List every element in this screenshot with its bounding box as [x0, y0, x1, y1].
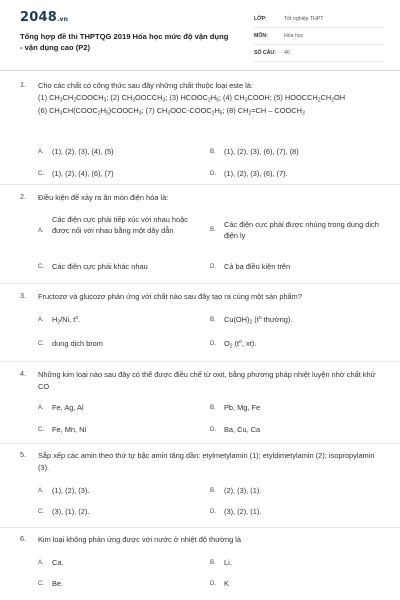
option-d[interactable]: [210, 261, 382, 273]
site-logo[interactable]: [20, 10, 68, 25]
meta-class-label: LỚP:: [254, 16, 267, 22]
option-text: (1), (2), (3), (6), (7).: [224, 169, 288, 178]
question-6: [20, 534, 382, 596]
option-text: dung dịch brom: [52, 339, 103, 348]
option-letter: A.: [38, 488, 44, 494]
option-letter: D.: [210, 581, 216, 587]
option-letter: C.: [38, 171, 44, 177]
option-d[interactable]: [210, 424, 382, 436]
option-text: Các điện cực phải được nhúng trong dung dịch điện ly: [224, 220, 379, 240]
option-letter: B.: [210, 405, 216, 411]
option-d[interactable]: [210, 506, 382, 518]
option-letter: A.: [38, 405, 44, 411]
option-letter: C.: [38, 427, 44, 433]
option-text: Ba, Cu, Ca: [224, 425, 261, 434]
question-text: Cho các chất có công thức sau đây những chất thuộc loại este là: (1) $CH_3CH_2COOCH_3$; (2) $CH_3OOCCH_3$; (3) $HCOOC_2H_5$; (4) $CH_3COOH$; (5) $HOOCCH_2CH_2OH$ (6) $CH_3CH(COOC_2H_5)COOCH_3$; (7) $CH_3OOC-COOC_2H_5$; (8) $CH_2=CH$ – $COOCH_3$: [38, 81, 346, 117]
option-b[interactable]: [210, 146, 382, 158]
option-a[interactable]: [38, 402, 208, 414]
meta-count-value: 40: [284, 50, 290, 56]
option-text: (1), (2), (3), (6), (7), (8): [224, 147, 299, 156]
option-text: (2), (3), (1).: [224, 486, 262, 495]
option-text: (3), (2), (1).: [224, 507, 262, 516]
option-text: $Cu(OH)_2$ ($t^o$ thường).: [224, 315, 293, 326]
option-letter: B.: [210, 560, 216, 566]
question-number: 4.: [20, 369, 26, 378]
option-letter: A.: [38, 317, 44, 323]
question-separator: [0, 527, 400, 528]
option-text: (1), (2), (4), (6), (7): [52, 169, 114, 178]
document-meta: [254, 14, 384, 65]
option-d[interactable]: [210, 168, 382, 180]
option-text: Be.: [52, 579, 64, 588]
question-4: [20, 369, 382, 441]
question-1: [20, 80, 382, 180]
option-letter: D.: [210, 264, 216, 270]
option-b[interactable]: [210, 219, 382, 241]
option-b[interactable]: [210, 402, 382, 414]
meta-class-row: [254, 14, 384, 28]
header-divider: [0, 70, 400, 71]
question-text: Điều kiện để xảy ra ăn mòn điện hóa là:: [38, 193, 169, 202]
option-d[interactable]: [210, 338, 382, 350]
option-text: Fe, Mn, Ni: [52, 425, 87, 434]
question-5: [20, 450, 382, 522]
option-c[interactable]: [38, 261, 208, 273]
option-a[interactable]: [38, 485, 208, 497]
logo-suffix: .vn: [56, 16, 69, 23]
question-text: Kim loại không phản ứng được với nước ở nhiệt độ thường là: [38, 535, 242, 544]
option-text: (1), (2), (3).: [52, 486, 90, 495]
meta-subject-value: Hóa học: [284, 33, 304, 39]
option-c[interactable]: [38, 424, 208, 436]
option-text: (3), (1), (2).: [52, 507, 90, 516]
meta-class-value: Tốt nghiệp THPT: [284, 16, 324, 22]
option-letter: A.: [38, 149, 44, 155]
option-c[interactable]: [38, 168, 208, 180]
option-c[interactable]: [38, 578, 208, 590]
option-text: Pb, Mg, Fe: [224, 403, 261, 412]
option-b[interactable]: [210, 557, 382, 569]
option-d[interactable]: [210, 578, 382, 590]
option-text: Các điện cực phải tiếp xúc với nhau hoặc được nối với nhau bằng một dây dẫn: [52, 215, 188, 235]
option-letter: B.: [210, 227, 216, 233]
question-number: 1.: [20, 80, 26, 89]
option-text: (1), (2), (3), (4), (5): [52, 147, 114, 156]
option-text: Li.: [224, 558, 232, 567]
option-text: Các điện cực phải khác nhau: [52, 262, 148, 271]
option-letter: C.: [38, 264, 44, 270]
question-separator: [0, 361, 400, 362]
option-c[interactable]: [38, 506, 208, 518]
option-b[interactable]: [210, 485, 382, 497]
question-separator: [0, 184, 400, 185]
meta-count-row: [254, 48, 384, 62]
option-letter: B.: [210, 488, 216, 494]
question-number: 3.: [20, 291, 26, 300]
option-text: K: [224, 579, 229, 588]
logo-text: 2048: [20, 10, 57, 25]
option-letter: B.: [210, 317, 216, 323]
question-number: 5.: [20, 450, 26, 459]
question-number: 6.: [20, 534, 26, 543]
question-text: Fructozơ và glucozơ phản ứng với chất nào sau đây tạo ra cùng một sản phẩm?: [38, 292, 302, 301]
option-text: Fe, Ag, Al: [52, 403, 84, 412]
option-letter: D.: [210, 509, 216, 515]
meta-subject-label: MÔN:: [254, 33, 268, 39]
option-letter: D.: [210, 341, 216, 347]
option-letter: C.: [38, 341, 44, 347]
option-letter: C.: [38, 509, 44, 515]
option-a[interactable]: [38, 557, 208, 569]
option-a[interactable]: [38, 146, 208, 158]
option-text: $H_2/Ni$, $t^o$.: [52, 315, 81, 326]
question-3: [20, 291, 382, 355]
option-text: $O_2$ ($t^o$, xt).: [224, 339, 257, 350]
option-text: Ca.: [52, 558, 64, 567]
meta-subject-row: [254, 31, 384, 45]
question-separator: [0, 283, 400, 284]
option-letter: A.: [38, 228, 44, 234]
option-c[interactable]: [38, 338, 208, 350]
option-letter: D.: [210, 171, 216, 177]
meta-count-label: SỐ CÂU:: [254, 50, 276, 56]
option-b[interactable]: [210, 314, 382, 326]
document-title: Tổng hợp đề thi THPTQG 2019 Hóa học mức độ vận dụng - vận dụng cao (P2): [20, 32, 229, 52]
option-a[interactable]: [38, 314, 208, 326]
page-header: [0, 0, 400, 68]
option-text: Cả ba điều kiện trên: [224, 262, 291, 271]
option-letter: A.: [38, 560, 44, 566]
question-separator: [0, 443, 400, 444]
option-letter: C.: [38, 581, 44, 587]
option-a[interactable]: [38, 214, 208, 237]
option-letter: B.: [210, 149, 216, 155]
question-number: 2.: [20, 192, 26, 201]
question-text: Sắp xếp các amin theo thứ tự bậc amin tăng dần: etylmetylamin (1); etyldimetylamin (2); isopropylamin (3).: [38, 451, 375, 473]
question-2: [20, 192, 382, 277]
option-letter: D.: [210, 427, 216, 433]
question-text: Những kim loại nào sau đây có thể được điều chế từ oxit, bằng phương pháp nhiệt luyện nhờ chất khử CO: [38, 370, 376, 392]
